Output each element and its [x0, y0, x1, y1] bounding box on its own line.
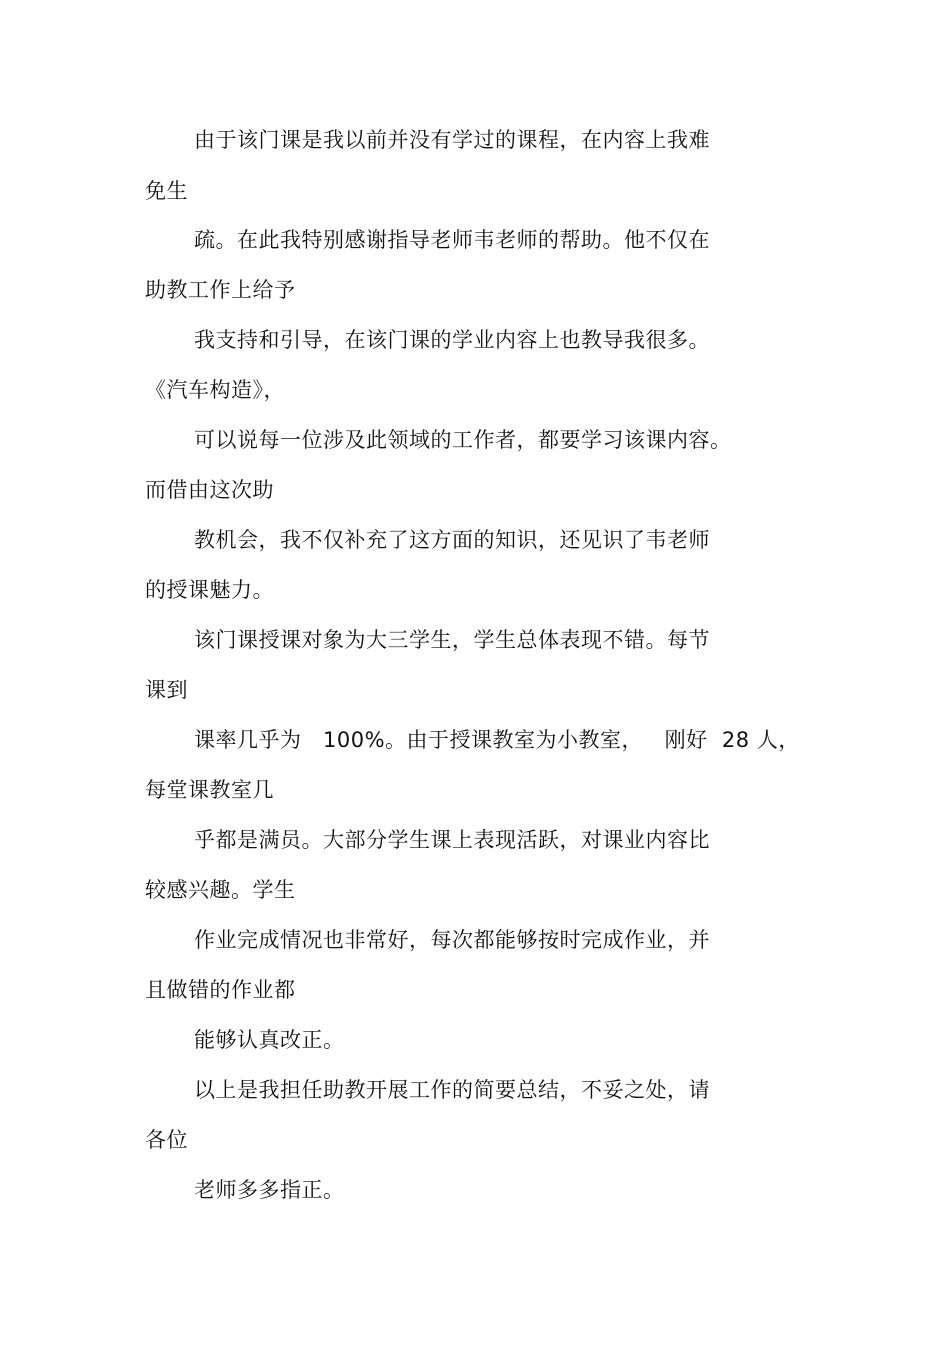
text-line: 助教工作上给予	[145, 278, 296, 302]
text-line: 以上是我担任助教开展工作的简要总结，不妥之处，请	[194, 1078, 710, 1102]
text-line: 《汽车构造》，	[145, 378, 285, 402]
text-line: 该门课授课对象为大三学生，学生总体表现不错。每节	[194, 628, 710, 652]
text-line: 作业完成情况也非常好，每次都能够按时完成作业，并	[194, 928, 710, 952]
text-line: 乎都是满员。大部分学生课上表现活跃，对课业内容比	[194, 828, 710, 852]
text-line: 免生	[145, 179, 188, 203]
text-line: 疏。在此我特别感谢指导老师韦老师的帮助。他不仅在	[194, 228, 710, 252]
text-line: 教机会，我不仅补充了这方面的知识，还见识了韦老师	[194, 528, 710, 552]
text-line: 而借由这次助	[145, 478, 274, 502]
text-line: 的授课魅力。	[145, 578, 274, 602]
text-line: 较感兴趣。学生	[145, 878, 296, 902]
text-line: 课到	[145, 678, 188, 702]
text-line: 且做错的作业都	[145, 978, 296, 1002]
text-line: 老师多多指正。	[194, 1178, 345, 1202]
text-line: 每堂课教室几	[145, 778, 274, 802]
text-line: 由于该门课是我以前并没有学过的课程，在内容上我难	[194, 128, 710, 152]
text-line: 能够认真改正。	[194, 1028, 345, 1052]
text-line: 可以说每一位涉及此领域的工作者，都要学习该课内容。	[194, 428, 732, 452]
text-line: 课率几乎为 100%。由于授课教室为小教室， 刚好 28 人，	[194, 728, 800, 752]
text-line: 各位	[145, 1128, 188, 1152]
text-line: 我支持和引导，在该门课的学业内容上也教导我很多。	[194, 328, 710, 352]
